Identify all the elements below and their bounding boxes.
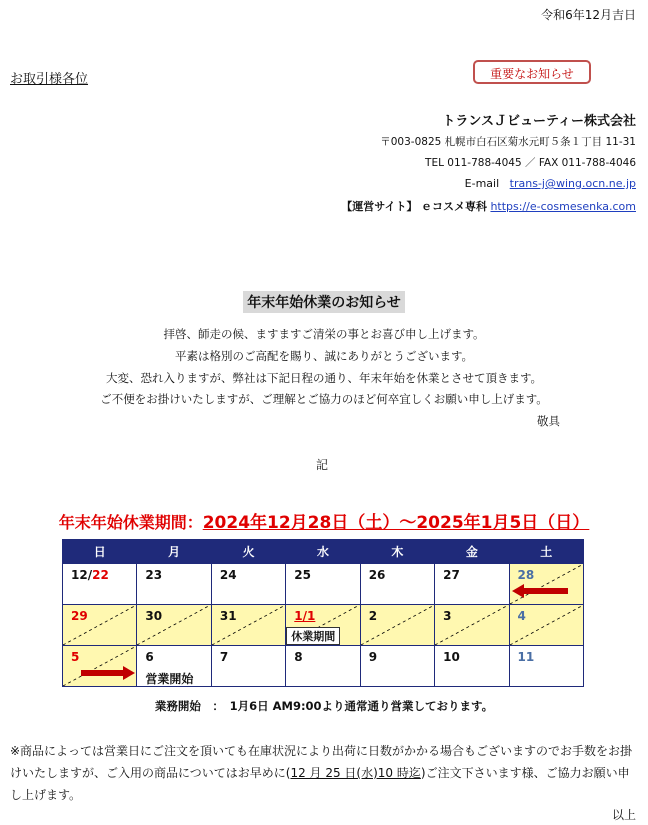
calendar-week-3	[63, 646, 584, 687]
day-cell-holiday	[63, 605, 137, 646]
day-cell	[211, 564, 285, 605]
greeting-line-4: ご不便をお掛けいたしますが、ご理解とご協力のほど何卒宜しくお願い申し上げます。	[100, 392, 548, 406]
company-tel-fax: TEL 011-788-4045 ／ FAX 011-788-4046	[425, 157, 636, 169]
day-cell	[286, 646, 360, 687]
greeting-line-1: 拝啓、師走の候、ますますご清栄の事とお喜び申し上げます。	[163, 327, 485, 341]
day-number: 11	[517, 650, 535, 664]
footnote	[10, 740, 638, 806]
email-label: E-mail	[464, 177, 500, 190]
business-open-tag: 営業開始	[145, 672, 194, 686]
page-title: 年末年始休業のお知らせ	[243, 291, 405, 313]
day-number: 2	[368, 609, 378, 623]
day-cell	[137, 564, 211, 605]
day-number: 27	[443, 568, 460, 582]
issue-date: 令和6年12月吉日	[541, 8, 636, 22]
month-prefix: 12/	[71, 568, 93, 582]
footnote-part-a: ※商品によっては営業日にご注文を頂いても在庫状況により出荷に日数がかかる場合もございますのでお手数をお掛けいたしますが、ご入用の商品についてはお早めに(	[10, 744, 633, 780]
weekday-tue: 火	[211, 540, 285, 564]
company-address: 〒003-0825 札幌市白石区菊水元町５条１丁目 11-31	[380, 136, 636, 148]
day-cell-holiday	[360, 605, 434, 646]
day-number: 7	[219, 650, 229, 664]
day-number: 10	[443, 650, 460, 664]
day-cell	[63, 564, 137, 605]
day-number: 3	[443, 609, 452, 623]
day-cell-holiday	[63, 646, 137, 687]
period-dates: 2024年12月28日（土）～2025年1月5日（日）	[202, 513, 590, 533]
day-cell	[435, 646, 509, 687]
site-name: ｅコスメ専科	[420, 200, 487, 213]
day-number: 9	[368, 650, 378, 664]
arrow-left-icon	[512, 584, 568, 598]
footnote-part-b: )ご注文下さいます様、ご協力お願い申し上げます。	[10, 766, 630, 802]
day-number: 25	[294, 568, 311, 582]
day-number: 29	[71, 609, 88, 623]
day-cell	[435, 564, 509, 605]
day-cell-holiday	[211, 605, 285, 646]
day-cell	[137, 646, 211, 687]
business-start-note: 業務開始 ： 1月6日 AM9:00より通常通り営業しております。	[154, 699, 494, 713]
recipient: お取引様各位	[10, 72, 89, 87]
day-cell-holiday	[137, 605, 211, 646]
day-number: 31	[219, 609, 237, 623]
day-cell	[360, 646, 434, 687]
weekday-sat: 土	[509, 540, 583, 564]
email-link[interactable]: trans-j@wing.ocn.ne.jp	[509, 177, 636, 190]
weekday-sun: 日	[63, 540, 137, 564]
site-link[interactable]: https://e-cosmesenka.com	[490, 200, 636, 213]
day-cell	[360, 564, 434, 605]
day-cell-holiday	[509, 605, 583, 646]
day-number: 26	[368, 568, 386, 582]
site-label: 【運営サイト】	[341, 200, 418, 213]
company-name: トランスＪビューティー株式会社	[442, 114, 636, 129]
day-number: 24	[219, 568, 237, 582]
ki-mark: 記	[316, 458, 329, 472]
day-number: 23	[145, 568, 163, 582]
greeting-line-2: 平素は格別のご高配を賜り、誠にありがとうございます。	[174, 349, 474, 363]
day-number: 4	[517, 609, 526, 623]
calendar-week-1	[63, 564, 584, 605]
arrow-right-icon	[81, 666, 135, 680]
day-cell-holiday	[509, 564, 583, 605]
footnote-deadline: 12 月 25 日(水)10 時迄	[290, 766, 421, 780]
day-number: 1/1	[294, 609, 316, 623]
day-number: 8	[294, 650, 303, 664]
day-value: 22	[92, 568, 109, 582]
company-email	[465, 177, 636, 190]
holiday-period-tag: 休業期間	[286, 627, 340, 645]
day-number: 5	[71, 650, 80, 664]
weekday-thu: 木	[360, 540, 434, 564]
weekday-wed: 水	[286, 540, 360, 564]
day-number: 30	[145, 609, 163, 623]
day-cell	[286, 564, 360, 605]
closing-ijou: 以上	[611, 808, 636, 822]
day-number	[71, 568, 109, 582]
day-cell	[509, 646, 583, 687]
important-notice-badge: 重要なお知らせ	[473, 60, 591, 84]
day-cell-holiday	[286, 605, 360, 646]
weekday-fri: 金	[435, 540, 509, 564]
closing-keigu: 敬具	[537, 414, 560, 428]
calendar-header-row	[63, 540, 584, 564]
holiday-period	[0, 508, 648, 533]
company-site	[341, 198, 636, 214]
period-label: 年末年始休業期間：	[58, 513, 203, 532]
day-number: 6	[145, 650, 154, 664]
holiday-calendar	[62, 539, 584, 687]
calendar-week-2	[63, 605, 584, 646]
title-wrap	[0, 291, 648, 313]
weekday-mon: 月	[137, 540, 211, 564]
day-cell	[211, 646, 285, 687]
day-number: 28	[517, 568, 535, 582]
day-cell-holiday	[435, 605, 509, 646]
greeting-line-3: 大変、恐れ入りますが、弊社は下記日程の通り、年末年始を休業とさせて頂きます。	[105, 371, 543, 385]
